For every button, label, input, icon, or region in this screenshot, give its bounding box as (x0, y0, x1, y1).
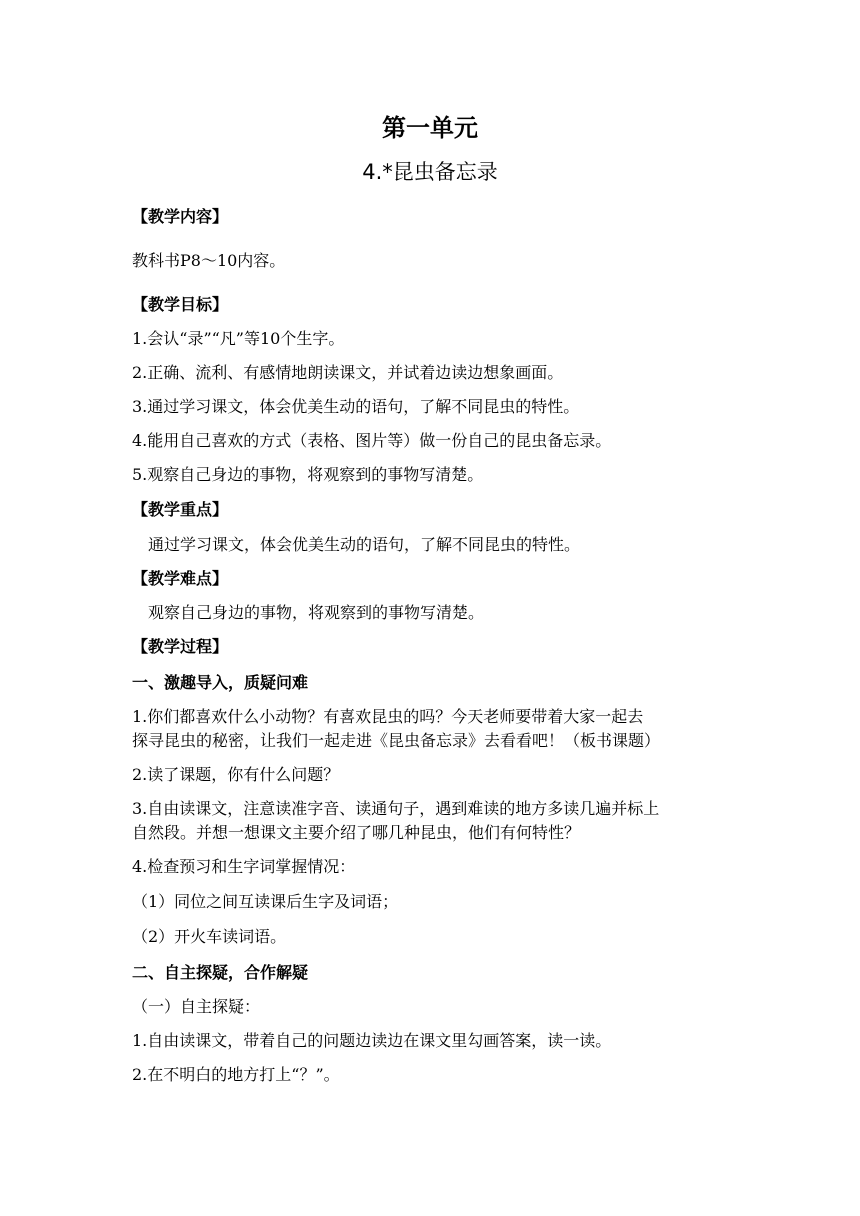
section-1-sub-item: （1）同位之间互读课后生字及词语； (132, 892, 399, 911)
difficult-points-text: 观察自己身边的事物，将观察到的事物写清楚。 (148, 603, 485, 622)
goal-item: 3.通过学习课文，体会优美生动的语句，了解不同昆虫的特性。 (132, 397, 580, 416)
goal-item: 4.能用自己喜欢的方式（表格、图片等）做一份自己的昆虫备忘录。 (132, 431, 612, 450)
section-1-paragraph: 3.自由读课文，注意读准字音、读通句子，遇到难读的地方多读几遍并标上 (132, 799, 660, 818)
heading-difficult-points: 【教学难点】 (132, 569, 229, 588)
section-2-subheading: （一）自主探疑： (132, 997, 261, 1016)
section-1-paragraph: 1.你们都喜欢什么小动物？有喜欢昆虫的吗？今天老师要带着大家一起去 (132, 707, 644, 726)
section-2-paragraph: 1.自由读课文，带着自己的问题边读边在课文里勾画答案，读一读。 (132, 1031, 612, 1050)
section-1-paragraph: 探寻昆虫的秘密，让我们一起走进《昆虫备忘录》去看看吧！（板书课题） (132, 731, 661, 750)
section-1-paragraph: 2.读了课题，你有什么问题？ (132, 765, 340, 784)
section-2-paragraph: 2.在不明白的地方打上“？”。 (132, 1065, 340, 1084)
key-points-text: 通过学习课文，体会优美生动的语句，了解不同昆虫的特性。 (148, 535, 581, 554)
section-2-title: 二、自主探疑，合作解疑 (132, 963, 309, 982)
heading-key-points: 【教学重点】 (132, 500, 229, 519)
section-1-paragraph: 自然段。并想一想课文主要介绍了哪几种昆虫，他们有何特性？ (132, 823, 581, 842)
unit-title: 第一单元 (382, 114, 478, 142)
teaching-content-text: 教科书P8～10内容。 (132, 251, 286, 270)
section-1-title: 一、激趣导入，质疑问难 (132, 673, 309, 692)
heading-teaching-process: 【教学过程】 (132, 637, 229, 656)
section-1-sub-item: （2）开火车读词语。 (132, 927, 287, 946)
goal-item: 1.会认“录”“凡”等10个生字。 (132, 329, 345, 348)
lesson-title: 4.*昆虫备忘录 (362, 160, 498, 184)
goal-item: 2.正确、流利、有感情地朗读课文，并试着边读边想象画面。 (132, 363, 564, 382)
section-1-paragraph: 4.检查预习和生字词掌握情况： (132, 857, 356, 876)
heading-teaching-content: 【教学内容】 (132, 207, 229, 226)
goal-item: 5.观察自己身边的事物，将观察到的事物写清楚。 (132, 465, 484, 484)
heading-teaching-goals: 【教学目标】 (132, 295, 229, 314)
